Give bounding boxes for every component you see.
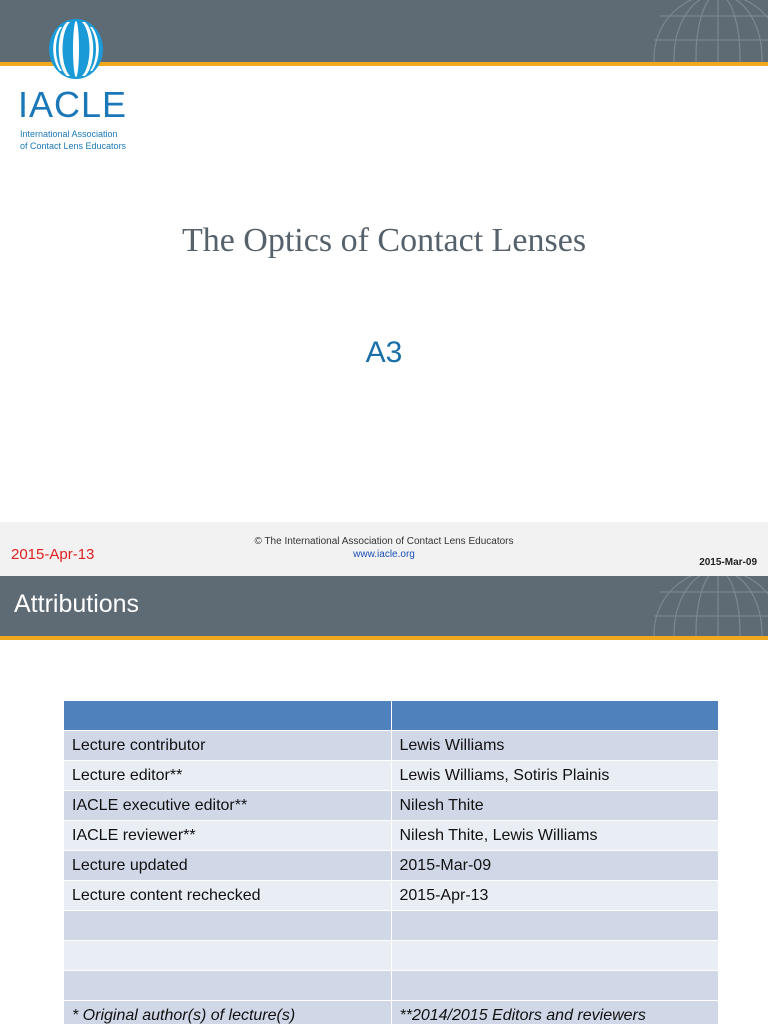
person-cell: Nilesh Thite, Lewis Williams bbox=[391, 821, 719, 851]
slide-subtitle: A3 bbox=[365, 336, 403, 369]
table-notes-row bbox=[64, 1001, 719, 1024]
logo-subtitle bbox=[20, 128, 150, 152]
slide-title: Attributions bbox=[14, 590, 140, 618]
footer-date-left: 2015-Apr-13 bbox=[11, 546, 95, 563]
role-cell: Lecture content rechecked bbox=[64, 881, 392, 911]
globe-watermark-icon bbox=[638, 576, 768, 636]
table-row bbox=[64, 821, 719, 851]
role-cell: Lecture editor** bbox=[64, 761, 392, 791]
role-cell: IACLE reviewer** bbox=[64, 821, 392, 851]
person-cell: 2015-Mar-09 bbox=[391, 851, 719, 881]
person-cell: Nilesh Thite bbox=[391, 791, 719, 821]
table-row bbox=[64, 731, 719, 761]
table-row bbox=[64, 881, 719, 911]
table-row bbox=[64, 971, 719, 1001]
role-cell bbox=[64, 941, 392, 971]
attributions-table bbox=[63, 700, 719, 1024]
footer-date-right: 2015-Mar-09 bbox=[699, 557, 757, 568]
role-cell bbox=[64, 911, 392, 941]
role-cell: Lecture contributor bbox=[64, 731, 392, 761]
table-row bbox=[64, 851, 719, 881]
globe-watermark-icon bbox=[638, 0, 768, 62]
iacle-logo bbox=[18, 18, 148, 158]
table-header-cell bbox=[391, 701, 719, 731]
note-original-authors: * Original author(s) of lecture(s) bbox=[64, 1001, 392, 1024]
person-cell: Lewis Williams, Sotiris Plainis bbox=[391, 761, 719, 791]
person-cell bbox=[391, 911, 719, 941]
logo-subtitle-line2: of Contact Lens Educators bbox=[20, 141, 127, 151]
table-row bbox=[64, 911, 719, 941]
logo-subtitle-line1: International Association bbox=[20, 129, 118, 139]
table-header-row bbox=[64, 701, 719, 731]
footer-copyright: © The International Association of Contact Lens Educators bbox=[254, 536, 514, 547]
person-cell bbox=[391, 941, 719, 971]
person-cell: Lewis Williams bbox=[391, 731, 719, 761]
accent-stripe bbox=[0, 636, 768, 640]
slide-title: The Optics of Contact Lenses bbox=[181, 222, 587, 259]
person-cell bbox=[391, 971, 719, 1001]
attributions-slide bbox=[0, 576, 768, 1024]
table-row bbox=[64, 761, 719, 791]
table-row bbox=[64, 941, 719, 971]
logo-wordmark: IACLE bbox=[18, 84, 128, 125]
note-editors-reviewers: **2014/2015 Editors and reviewers bbox=[391, 1001, 719, 1024]
footer-url-link[interactable]: www.iacle.org bbox=[353, 549, 415, 560]
role-cell bbox=[64, 971, 392, 1001]
person-cell: 2015-Apr-13 bbox=[391, 881, 719, 911]
table-row bbox=[64, 791, 719, 821]
role-cell: Lecture updated bbox=[64, 851, 392, 881]
iacle-globe-logo-icon bbox=[48, 18, 104, 80]
role-cell: IACLE executive editor** bbox=[64, 791, 392, 821]
table-header-cell bbox=[64, 701, 392, 731]
slide-footer bbox=[0, 522, 768, 576]
